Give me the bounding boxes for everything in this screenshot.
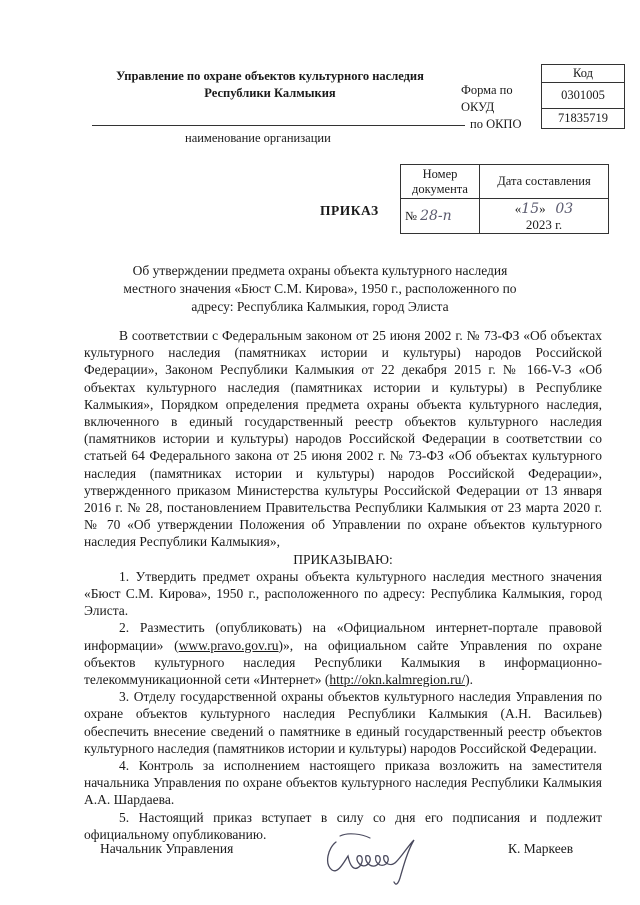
document-number-date-table [400, 164, 609, 234]
order-word: ПРИКАЗЫВАЮ: [293, 551, 393, 567]
document-number: 28-п [420, 207, 452, 224]
order-item-2 [84, 619, 602, 688]
date-day: 15 [521, 200, 540, 217]
order-item-3: 3. Отделу государственной охраны объектов культурного наследия Управления по охране объектов культурного наследия Республики Калмыкия (А.Н. Васильев) обеспечить внесение сведений о памятнике в единый государственный реестр объектов культурного наследия (памятников истории и культуры) народов Российской Федерации. [84, 689, 602, 756]
number-sign: № [405, 208, 417, 223]
organization-caption: наименование организации [185, 131, 331, 145]
okud-label: ОКУД [461, 100, 495, 114]
okpo-label: по ОКПО [470, 117, 522, 131]
organization-underline [92, 125, 465, 126]
document-number-cell [401, 199, 480, 234]
okud-code: 0301005 [542, 83, 625, 109]
date-quote-close: » [539, 200, 546, 216]
preamble: В соответствии с Федеральным законом от 25 июня 2002 г. № 73-ФЗ «Об объектах культурного наследия (памятниках истории и культуры) народов Российской Федерации», Законом Республики Калмыкия от 22 декабря 2015 г. № 166-V-З «Об объектах культурного наследия (памятниках истории и культуры) в Республике Калмыкия», Порядком определения предмета охраны объекта культурного наследия, включенного в единый государственный реестр объектов культурного наследия (памятников истории и культуры) народов Российской Федерации в соответствии со статьей 64 Федерального закона от 25 июня 2002 г. № 73-ФЗ «Об объектах культурного наследия (памятниках истории и культуры) народов Российской Федерации», утвержденного приказом Министерства культуры Российской Федерации от 13 января 2016 г. № 28, постановлением Правительства Республики Калмыкия от 23 марта 2020 г. № 70 «Об утверждении Положения об Управлении по охране объектов культурного наследия Республики Калмыкия», [84, 328, 602, 550]
date-header: Дата составления [480, 165, 609, 199]
order-item-4: 4. Контроль за исполнением настоящего приказа возложить на заместителя начальника Управления по охране объектов культурного наследия Республики Калмыкия А.А. Шардаева. [84, 758, 602, 808]
order-item-1: 1. Утвердить предмет охраны объекта культурного наследия местного значения «Бюст С.М. Кирова», 1950 г., расположенного по адресу: Республика Калмыкия, город Элиста. [84, 568, 602, 619]
document-heading: ПРИКАЗ [320, 203, 379, 218]
signatory-name: К. Маркеев [508, 841, 574, 856]
handwritten-signature [318, 820, 438, 890]
okn-link[interactable]: http://okn.kalmregion.ru/ [329, 672, 466, 688]
order-item-5: 5. Настоящий приказ вступает в силу со дня его подписания и подлежит официальному опубликованию. [84, 809, 602, 842]
organization-name: Управление по охране объектов культурного наследия Республики Калмыкия [116, 69, 424, 100]
number-header: Номер документа [401, 165, 480, 199]
okud-label-form: Форма по [461, 83, 513, 97]
item2-text-3: ). [465, 672, 473, 688]
date-day-month [480, 201, 608, 217]
date-month: 03 [555, 200, 574, 217]
date-year: 2023 г. [525, 216, 563, 232]
item2-text-2: )», на официальном сайте Управления по охране объектов культурного наследия Республики Калмыкия в информационно-телекоммуникационной сети «Интернет» ( [84, 637, 602, 688]
date-quote-open: « [514, 200, 522, 216]
signatory-role: Начальник Управления [100, 841, 234, 856]
code-table [541, 64, 625, 129]
code-header: Код [542, 65, 625, 83]
pravo-link[interactable]: www.pravo.gov.ru [178, 637, 279, 653]
okpo-code: 71835719 [542, 109, 625, 129]
document-date-cell [480, 199, 609, 234]
item2-text-1: 2. Разместить (опубликовать) на «Официальном интернет-портале правовой информации» ( [84, 620, 602, 653]
order-title: Об утверждении предмета охраны объекта культурного наследия местного значения «Бюст С.М. Кирова», 1950 г., расположенного по адресу: Республика Калмыкия, город Элиста [123, 263, 517, 314]
order-body [84, 327, 602, 843]
